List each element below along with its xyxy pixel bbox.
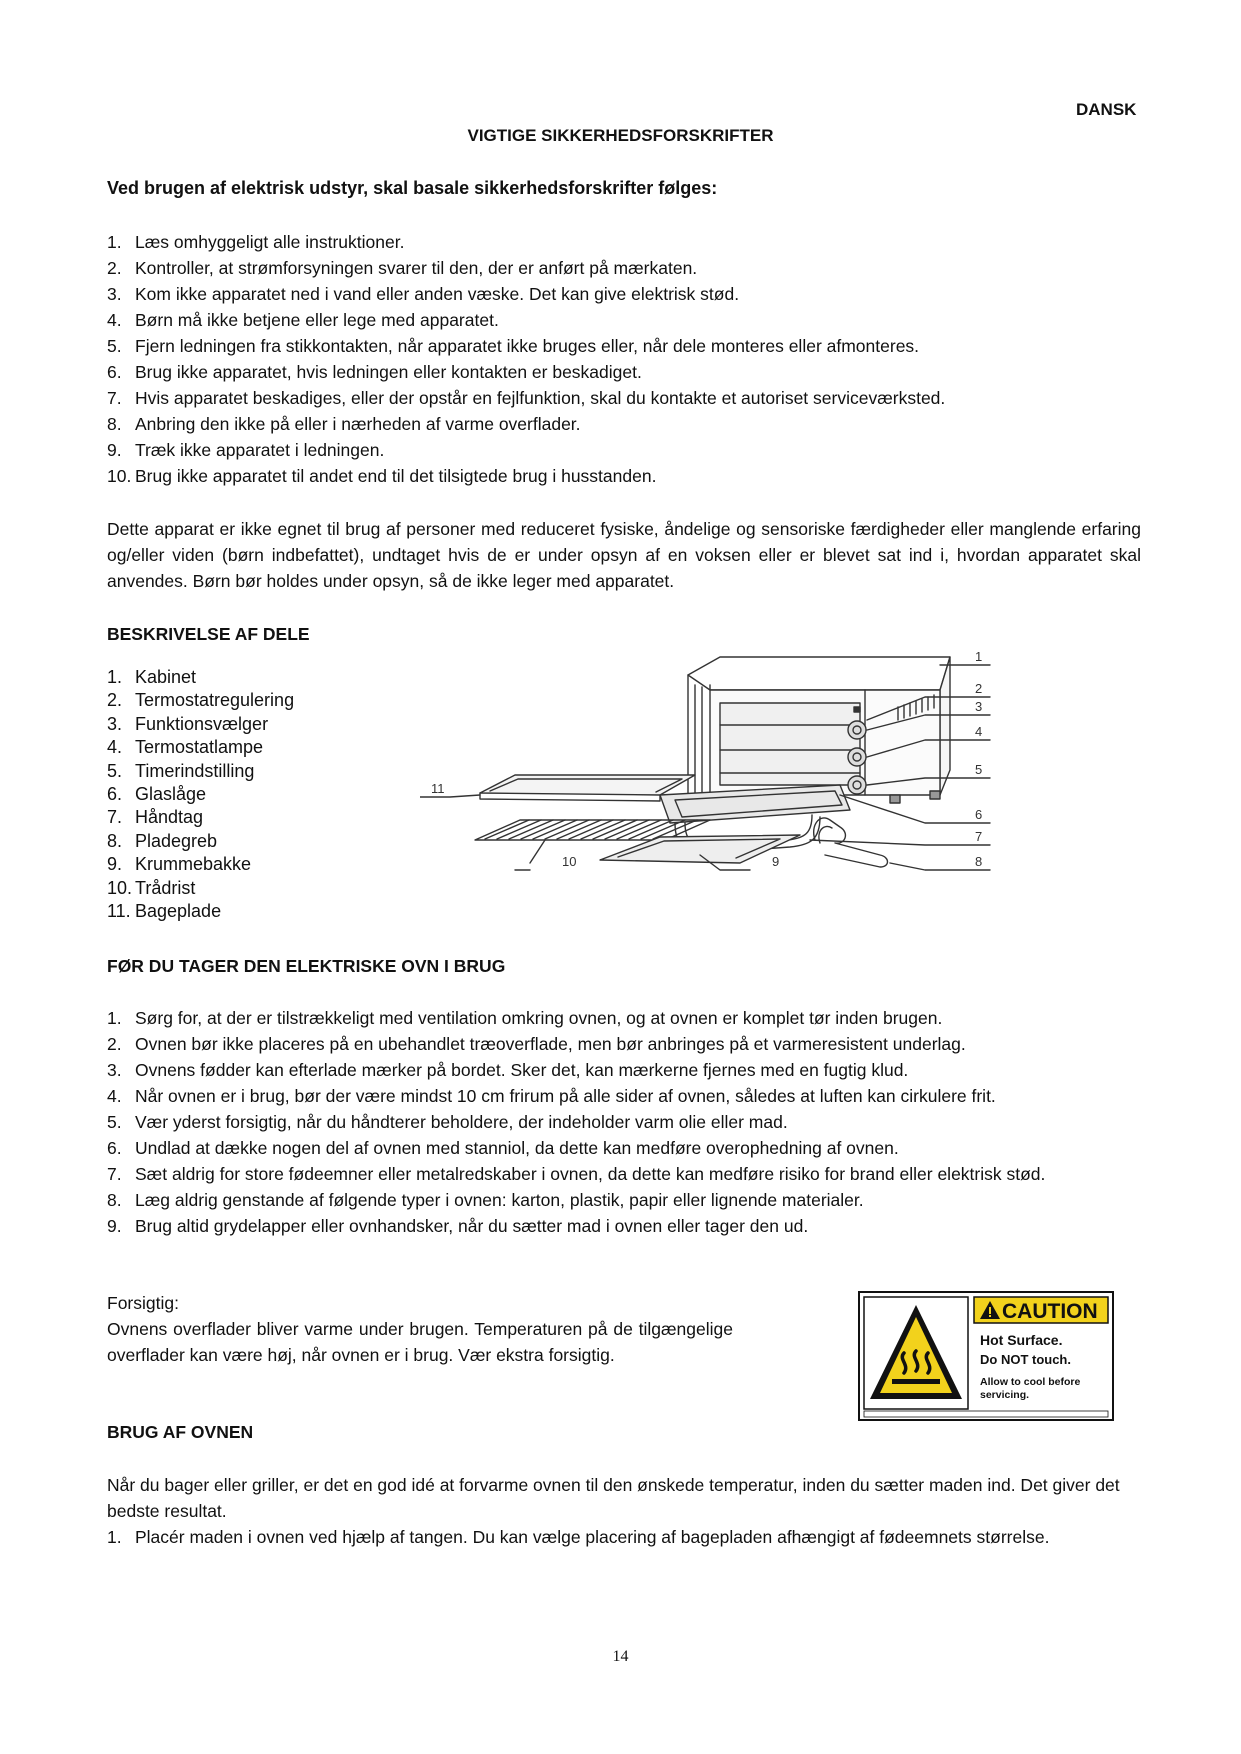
- supervision-paragraph: Dette apparat er ikke egnet til brug af personer med reduceret fysiske, åndelige og sensoriske færdigheder eller manglende erfaring og/eller viden (børn indbefattet), undtaget hvis de er under opsyn af en voksen eller er blevet sat ind i, hvordan apparatet skal anvendes. Børn bør holdes under opsyn, så de ikke leger med apparatet.: [107, 519, 1141, 591]
- list-item: 1. Placér maden i ovnen ved hjælp af tangen. Du kan vælge placering af bagepladen afhængigt af fødeemnets størrelse.: [107, 1527, 1050, 1547]
- list-item: 4. Børn må ikke betjene eller lege med apparatet.: [107, 310, 499, 330]
- list-item: 6. Glaslåge: [107, 784, 207, 805]
- list-item: 6. Brug ikke apparatet, hvis ledningen eller kontakten er beskadiget.: [107, 362, 642, 382]
- list-item: 5. Timerindstilling: [107, 760, 255, 781]
- oven-diagram: [420, 645, 1020, 925]
- usage-paragraph: Når du bager eller griller, er det en god idé at forvarme ovnen til den ønskede temperatur, inden du sætter maden ind. Det giver det bedste resultat.: [107, 1475, 1120, 1521]
- list-item: 9. Brug altid grydelapper eller ovnhandsker, når du sætter mad i ovnen eller tager den ud.: [107, 1216, 809, 1236]
- list-item: 7. Sæt aldrig for store fødeemner eller metalredskaber i ovnen, da dette kan medføre risiko for brand eller elektrisk stød.: [107, 1164, 1046, 1184]
- caution-text: Ovnens overflader bliver varme under brugen. Temperaturen på de tilgængelige overflader kan være høj, når ovnen er i brug. Vær ekstra forsigtig.: [107, 1319, 733, 1365]
- diagram-label: 9: [772, 854, 780, 869]
- usage-heading: BRUG AF OVNEN: [107, 1422, 254, 1442]
- diagram-label: 3: [975, 699, 983, 714]
- list-item: 11. Bageplade: [107, 901, 222, 922]
- list-item: 8. Anbring den ikke på eller i nærheden af varme overflader.: [107, 414, 581, 434]
- list-item: 1. Sørg for, at der er tilstrækkeligt med ventilation omkring ovnen, og at ovnen er komplet tør inden brugen.: [107, 1008, 943, 1028]
- list-item: 9. Træk ikke apparatet i ledningen.: [107, 440, 385, 460]
- page-number: 14: [612, 1648, 629, 1665]
- diagram-label: 10: [562, 854, 577, 869]
- list-item: 8. Læg aldrig genstande af følgende typer i ovnen: karton, plastik, papir eller lignende materialer.: [107, 1190, 864, 1210]
- page-title: VIGTIGE SIKKERHEDSFORSKRIFTER: [467, 126, 774, 145]
- list-item: 6. Undlad at dække nogen del af ovnen med stanniol, da dette kan medføre overophedning af ovnen.: [107, 1138, 899, 1158]
- before-use-heading: FØR DU TAGER DEN ELEKTRISKE OVN I BRUG: [107, 956, 506, 976]
- oven-top-shape: [688, 657, 950, 690]
- list-item: 10. Brug ikke apparatet til andet end til det tilsigtede brug i husstanden.: [107, 466, 657, 486]
- safety-intro: Ved brugen af elektrisk udstyr, skal basale sikkerhedsforskrifter følges:: [107, 178, 718, 198]
- before-use-list: [107, 1005, 1141, 1239]
- caution-word: CAUTION: [1002, 1300, 1098, 1323]
- safety-list: [107, 229, 1147, 489]
- diagram-label: 7: [975, 829, 983, 844]
- list-item: 4. Når ovnen er i brug, bør der være mindst 10 cm frirum på alle sider af ovnen, således at luften kan cirkulere frit.: [107, 1086, 996, 1106]
- list-item: 7. Håndtag: [107, 807, 204, 828]
- caution-label: [858, 1291, 1114, 1421]
- list-item: 4. Termostatlampe: [107, 737, 264, 758]
- language-label: DANSK: [1076, 100, 1137, 119]
- list-item: 2. Termostatregulering: [107, 690, 295, 711]
- list-item: 3. Kom ikke apparatet ned i vand eller anden væske. Det kan give elektrisk stød.: [107, 284, 740, 304]
- diagram-label: 11: [431, 781, 445, 796]
- diagram-label: 1: [975, 649, 983, 664]
- diagram-label: 4: [975, 724, 983, 739]
- list-item: 5. Fjern ledningen fra stikkontakten, når apparatet ikke bruges eller, når dele monteres eller afmonteres.: [107, 336, 920, 356]
- parts-list: [107, 666, 407, 923]
- list-item: 1. Kabinet: [107, 667, 197, 687]
- baking-tray-shape: [480, 775, 695, 795]
- list-item: 10. Trådrist: [107, 877, 196, 898]
- caution-line: servicing.: [980, 1389, 1030, 1401]
- list-item: 3. Ovnens fødder kan efterlade mærker på bordet. Sker det, kan mærkerne fjernes med en fugtig klud.: [107, 1060, 909, 1080]
- list-item: 1. Læs omhyggeligt alle instruktioner.: [107, 232, 405, 252]
- caution-line: Hot Surface.: [980, 1332, 1063, 1348]
- list-item: 9. Krummebakke: [107, 854, 252, 875]
- caution-line: Do NOT touch.: [980, 1352, 1071, 1367]
- diagram-label: 6: [975, 807, 983, 822]
- diagram-label: 8: [975, 854, 983, 869]
- list-item: 5. Vær yderst forsigtig, når du håndterer beholdere, der indeholder varm olie eller mad.: [107, 1112, 788, 1132]
- caution-title: Forsigtig:: [107, 1293, 179, 1313]
- list-item: 2. Ovnen bør ikke placeres på en ubehandlet træoverflade, men bør anbringes på et varmeresistent underlag.: [107, 1034, 966, 1054]
- diagram-label: 5: [975, 762, 983, 777]
- parts-heading: BESKRIVELSE AF DELE: [107, 624, 310, 644]
- diagram-label: 2: [975, 681, 983, 696]
- list-item: 3. Funktionsvælger: [107, 713, 269, 734]
- caution-line: Allow to cool before: [980, 1376, 1081, 1388]
- list-item: 7. Hvis apparatet beskadiges, eller der opstår en fejlfunktion, skal du kontakte et autoriset serviceværksted.: [107, 388, 946, 408]
- usage-list: [107, 1524, 1141, 1550]
- list-item: 2. Kontroller, at strømforsyningen svarer til den, der er anført på mærkaten.: [107, 258, 698, 278]
- list-item: 8. Pladegreb: [107, 830, 218, 851]
